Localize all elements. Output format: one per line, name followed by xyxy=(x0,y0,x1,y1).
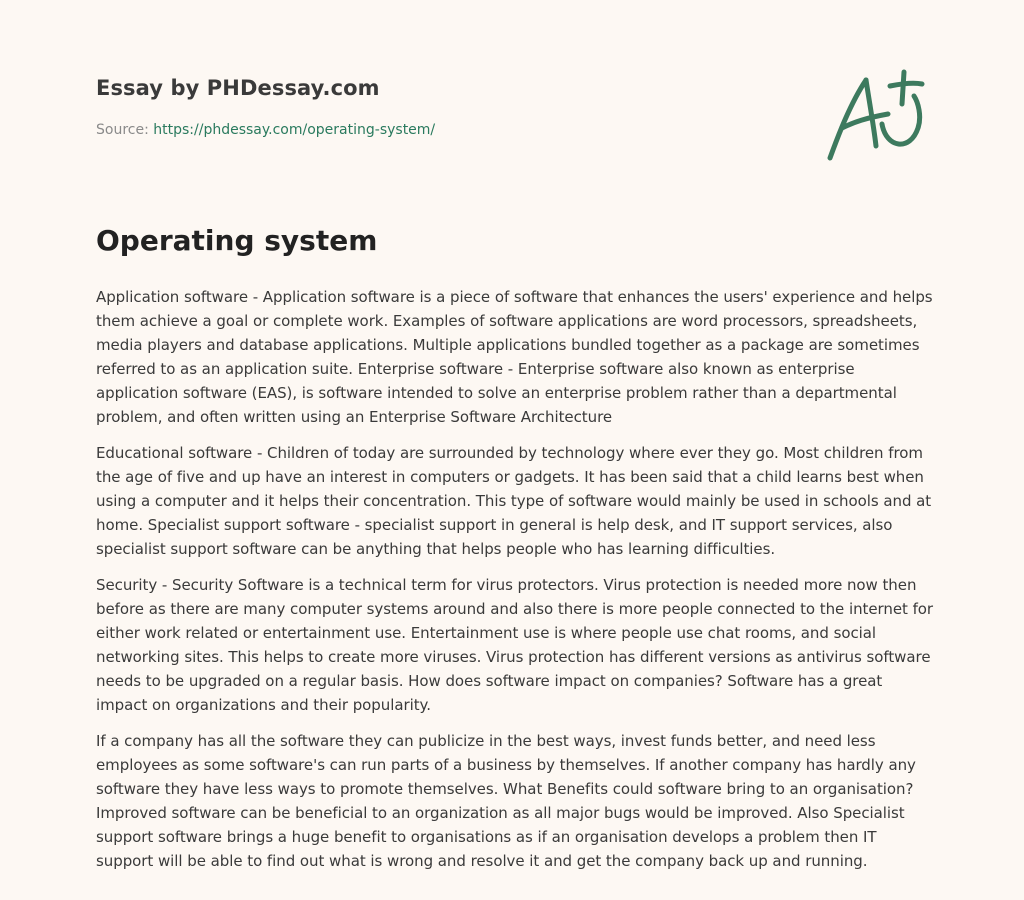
site-header xyxy=(96,76,736,138)
source-line xyxy=(96,122,736,138)
paragraph: Application software - Application software is a piece of software that enhances the users' experience and helps them achieve a goal or complete work. Examples of software applications are word processors, spreadsheets, media players and database applications. Multiple applications bundled together as a package are sometimes referred to as an application suite. Enterprise software - Enterprise software also known as enterprise application software (EAS), is software intended to solve an enterprise problem rather than a departmental problem, and often written using an Enterprise Software Architecture xyxy=(96,288,933,426)
paragraph: Security - Security Software is a technical term for virus protectors. Virus protection is needed more now then before as there are many computer systems around and also there is more people connected to the internet for either work related or entertainment use. Entertainment use is where people use chat rooms, and social networking sites. This helps to create more viruses. Virus protection has different versions as antivirus software needs to be upgraded on a regular basis. How does software impact on companies? Software has a great impact on organizations and their popularity. xyxy=(96,576,934,714)
paragraph: Educational software - Children of today are surrounded by technology where ever they go. Most children from the age of five and up have an interest in computers or gadgets. It has been said that a child learns best when using a computer and it helps their concentration. This type of software would mainly be used in schools and at home. Specialist support software - specialist support in general is help desk, and IT support services, also specialist support software can be anything that helps people who has learning difficulties. xyxy=(96,444,932,558)
paragraph: If a company has all the software they can publicize in the best ways, invest funds better, and need less employees as some software's can run parts of a business by themselves. If another company has hardly any software they have less ways to promote themselves. What Benefits could software bring to an organisation? Improved software can be beneficial to an organization as all major bugs would be improved. Also Specialist support software brings a huge benefit to organisations as if an organisation develops a problem then IT support will be able to find out what is wrong and resolve it and get the company back up and running. xyxy=(96,732,916,870)
article-body xyxy=(96,285,934,885)
a-plus-logo-icon xyxy=(818,66,928,166)
source-link[interactable]: https://phdessay.com/operating-system/ xyxy=(153,122,436,138)
site-title: Essay by PHDessay.com xyxy=(96,76,380,100)
source-label: Source: xyxy=(96,122,149,138)
article-title: Operating system xyxy=(96,224,378,257)
